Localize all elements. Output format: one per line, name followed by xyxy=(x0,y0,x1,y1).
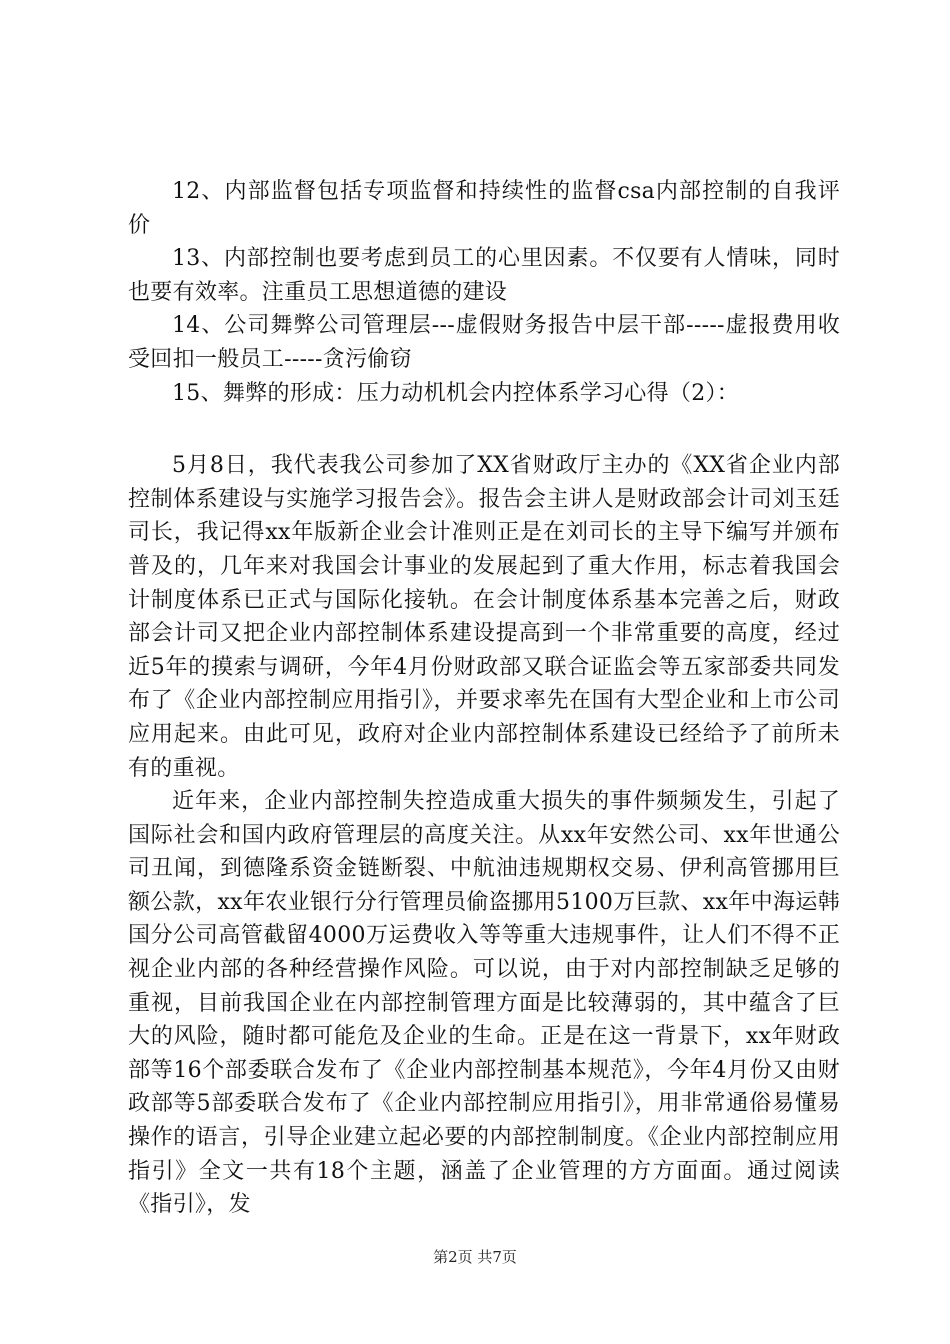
list-item-15: 15、舞弊的形成：压力动机机会内控体系学习心得（2）： xyxy=(172,380,740,406)
numbered-list xyxy=(128,175,840,410)
page-number-footer: 第2页 共7页 xyxy=(433,1248,517,1266)
list-item-13: 13、内部控制也要考虑到员工的心里因素。不仅要有人情味，同时也要有效率。注重员工思想道德的建设 xyxy=(128,246,840,305)
paragraph-1: 5月8日，我代表我公司参加了XX省财政厅主办的《XX省企业内部控制体系建设与实施学习报告会》。报告会主讲人是财政部会计司刘玉廷司长，我记得xx年版新企业会计准则正是在刘司长的主导下编写并颁布普及的，几年来对我国会计事业的发展起到了重大作用，标志着我国会计制度体系已正式与国际化接轨。在会计制度体系基本完善之后，财政部会计司又把企业内部控制体系建设提高到一个非常重要的高度，经过近5年的摸索与调研，今年4月份财政部又联合证监会等五家部委共同发布了《企业内部控制应用指引》，并要求率先在国有大型企业和上市公司应用起来。由此可见，政府对企业内部控制体系建设已经给予了前所未有的重视。 xyxy=(128,453,840,781)
list-item-14: 14、公司舞弊公司管理层---虚假财务报告中层干部-----虚报费用收受回扣一般员工-----贪污偷窃 xyxy=(128,313,840,372)
paragraph-2: 近年来，企业内部控制失控造成重大损失的事件频频发生，引起了国际社会和国内政府管理层的高度关注。从xx年安然公司、xx年世通公司丑闻，到德隆系资金链断裂、中航油违规期权交易、伊利高管挪用巨额公款，xx年农业银行分行管理员偷盗挪用5100万巨款、xx年中海运韩国分公司高管截留4000万运费收入等等重大违规事件，让人们不得不正视企业内部的各种经营操作风险。可以说，由于对内部控制缺乏足够的重视，目前我国企业在内部控制管理方面是比较薄弱的，其中蕴含了巨大的风险，随时都可能危及企业的生命。正是在这一背景下，xx年财政部等16个部委联合发布了《企业内部控制基本规范》，今年4月份又由财政部等5部委联合发布了《企业内部控制应用指引》，用非常通俗易懂易操作的语言，引导企业建立起必要的内部控制制度。《企业内部控制应用指引》全文一共有18个主题，涵盖了企业管理的方方面面。通过阅读《指引》，发 xyxy=(128,789,840,1218)
list-item-12: 12、内部监督包括专项监督和持续性的监督csa内部控制的自我评价 xyxy=(128,179,840,238)
page-content xyxy=(128,175,840,1222)
body-text xyxy=(128,449,840,1222)
